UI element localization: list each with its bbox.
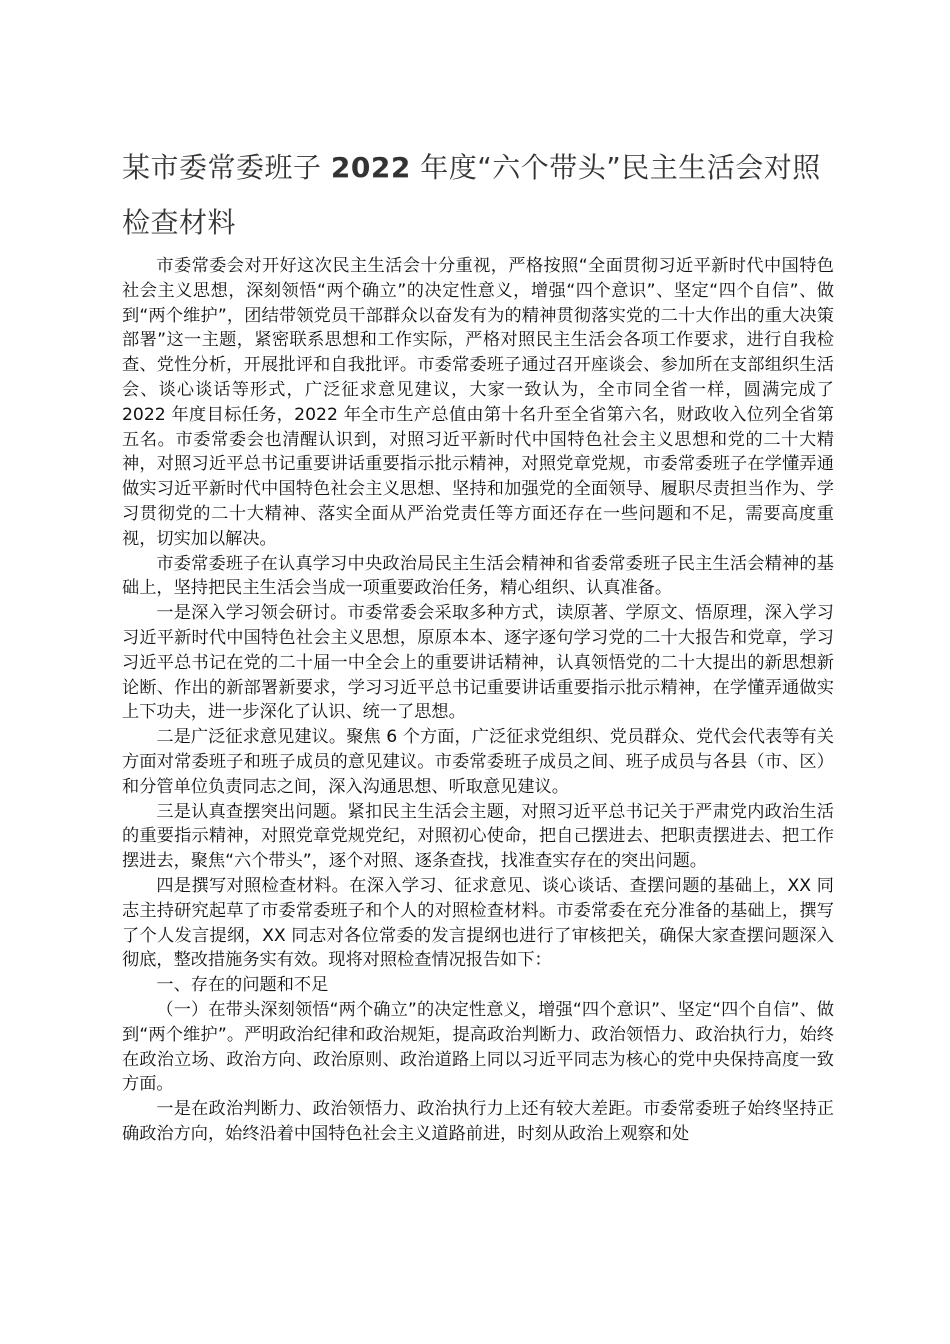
section-heading: 一、存在的问题和不足 — [156, 975, 329, 996]
paragraph-intro: 市委常委会对开好这次民主生活会十分重视，严格按照“全面贯彻习近平新时代中国特色社会主义思想，深刻领悟“两个确立”的决定性意义，增强“四个意识”、坚定“四个自信”、做到“两个维护”，团结带领党员干部群众以奋发有为的精神贯彻落实党的二十大作出的重大决策部署”这一主题，紧密联系思想和工作实际，严格对照民主生活会各项工作要求，进行自我检查、党性分析，开展批评和自我批评。市委常委班子通过召开座谈会、参加所在支部组织生活会、谈心谈话等形式，广泛征求意见建议，大家一致认为，全市同全省一样，圆满完成了 2022 年度目标任务，2022 年全市生产总值由第十名升至全省第六名，财政收入位列全省第五名。市委常委会也清醒认识到，对照习近平新时代中国特色社会主义思想和党的二十大精神，对照习近平总书记重要讲话重要指示批示精神，对照党章党规，市委常委班子在学懂弄通做实习近平新时代中国特色社会主义思想、坚持和加强党的全面领导、履职尽责担当作为、学习贯彻党的二十大精神、落实全面从严治党责任等方面还存在一些问题和不足，需要高度重视，切实加以解决。 — [122, 256, 834, 549]
paragraph-materials: 四是撰写对照检查材料。在深入学习、征求意见、谈心谈话、查摆问题的基础上，XX 同志主持研究起草了市委常委班子和个人的对照检查材料。市委常委在充分准备的基础上，撰写了个人发言提纲，XX 同志对各位常委的发言提纲也进行了审核把关，确保大家查摆问题深入彻底，整改措施务实有效。现将对照检查情况报告如下： — [122, 875, 834, 971]
paragraph-preparation: 市委常委班子在认真学习中央政治局民主生活会精神和省委常委班子民主生活会精神的基础上，坚持把民主生活会当成一项重要政治任务，精心组织、认真准备。 — [122, 553, 834, 599]
paragraph-point-1: 一是在政治判断力、政治领悟力、政治执行力上还有较大差距。市委常委班子始终坚持正确政治方向，始终沿着中国特色社会主义道路前进，时刻从政治上观察和处 — [122, 1099, 834, 1144]
title-year: 2022 — [330, 151, 411, 184]
paragraph-subsection-1: （一）在带头深刻领悟“两个确立”的决定性意义，增强“四个意识”、坚定“四个自信”、做到“两个维护”。严明政治纪律和政治规矩，提高政治判断力、政治领悟力、政治执行力，始终在政治立场、政治方向、政治原则、政治道路上同以习近平同志为核心的党中央保持高度一致方面。 — [122, 999, 834, 1095]
paragraph-study: 一是深入学习领会研讨。市委常委会采取多种方式，读原著、学原文、悟原理，深入学习习近平新时代中国特色社会主义思想，原原本本、逐字逐句学习党的二十大报告和党章，学习习近平总书记在党的二十届一中全会上的重要讲话精神，认真领悟党的二十大提出的新思想新论断、作出的新部署新要求，学习习近平总书记重要讲话重要指示批示精神，在学懂弄通做实上下功夫，进一步深化了认识、统一了思想。 — [122, 603, 834, 723]
title-part-1: 某市委常委班子 — [122, 151, 322, 184]
document-body — [122, 254, 834, 1147]
document-title — [122, 140, 842, 250]
paragraph-opinions: 二是广泛征求意见建议。聚焦 6 个方面，广泛征求党组织、党员群众、党代会代表等有关方面对常委班子和班子成员的意见建议。市委常委班子成员之间、班子成员与各县（市、区）和分管单位负责同志之间，深入沟通思想、听取意见建议。 — [122, 727, 834, 797]
title-part-2: 年度“六个带头”民主生活会对照检查材料 — [122, 151, 821, 239]
paragraph-problems: 三是认真查摆突出问题。紧扣民主生活会主题，对照习近平总书记关于严肃党内政治生活的重要指示精神，对照党章党规党纪，对照初心使命，把自己摆进去、把职责摆进去、把工作摆进去，聚焦“六个带头”，逐个对照、逐条查找，找准查实存在的突出问题。 — [122, 801, 834, 872]
